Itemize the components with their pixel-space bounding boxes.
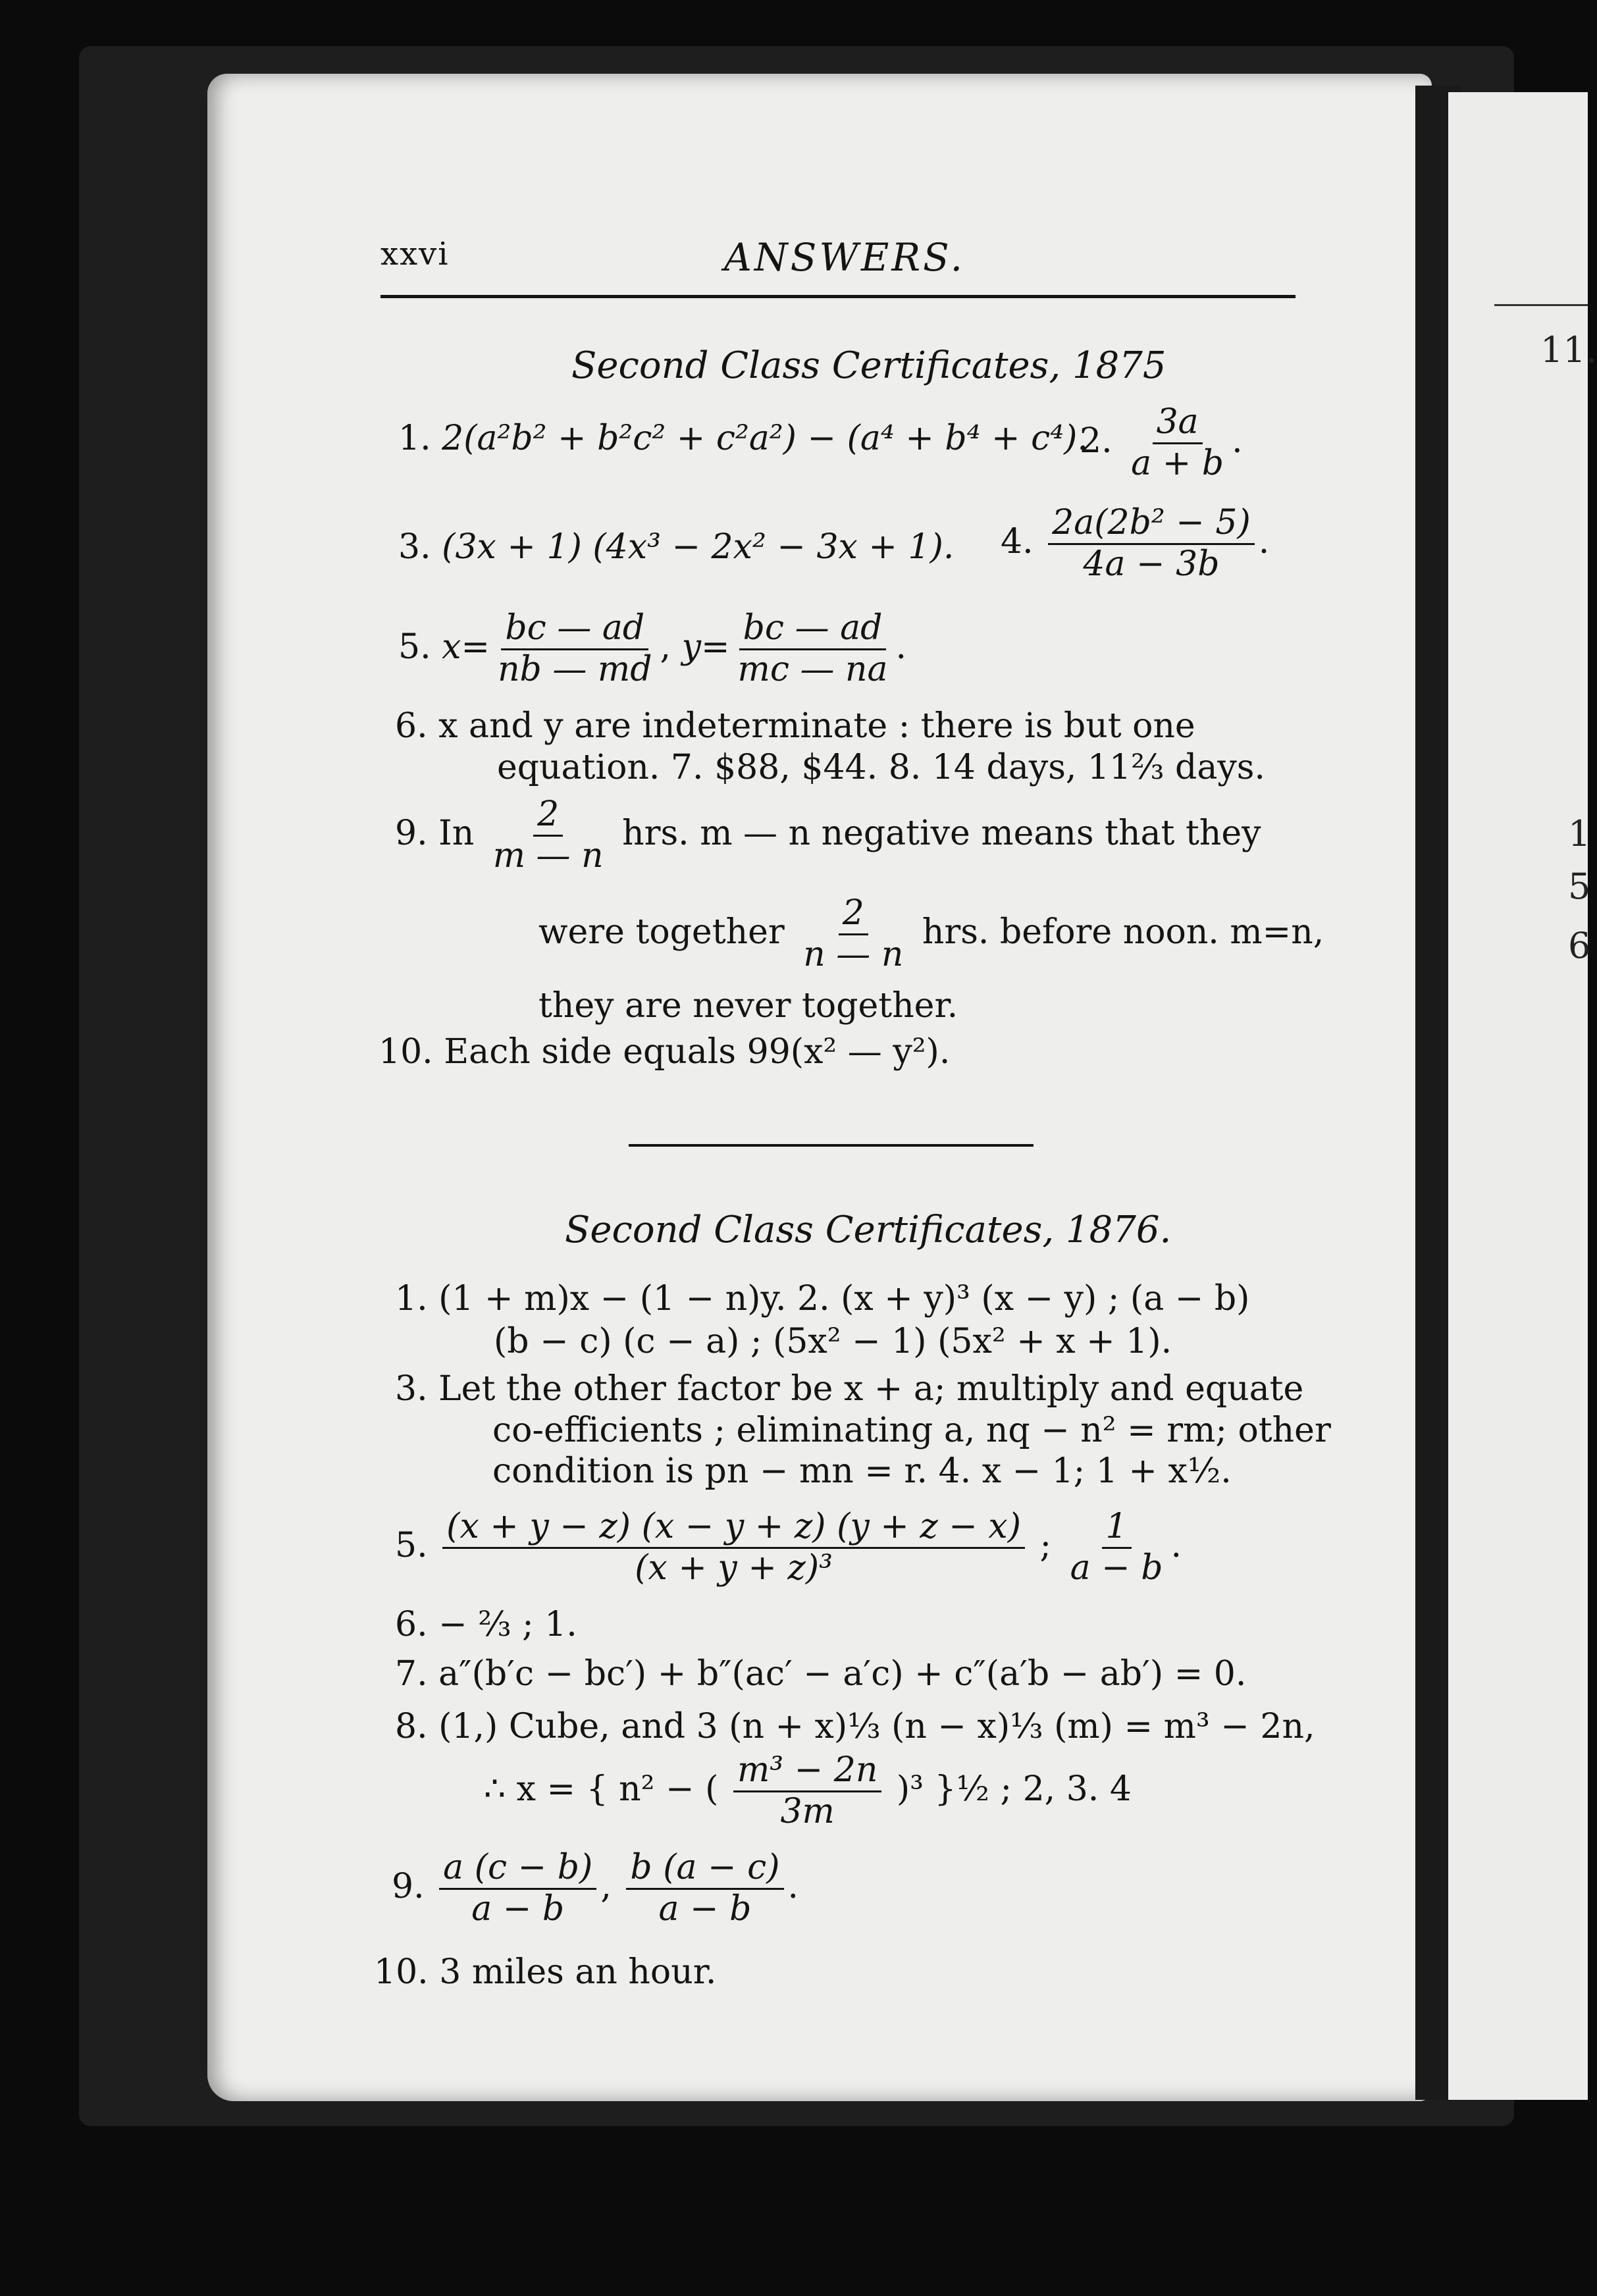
variable-label: y=: [681, 627, 730, 667]
header-rule: [380, 295, 1296, 298]
answer-7: 7. a″(b′c − bc′) + b″(ac′ − a′c) + c″(a′b − ab′) = 0.: [395, 1654, 1247, 1694]
answers-7-8: equation. 7. $88, $44. 8. 14 days, 11⅔ days.: [497, 748, 1265, 787]
answer-number: 1.: [398, 419, 431, 458]
adjacent-page-fragment: 6: [1568, 925, 1591, 966]
fraction-numerator: (x + y − z) (x − y + z) (y + z − x): [442, 1507, 1025, 1549]
answer-1: 1. (1 + m)x − (1 − n)y. 2. (x + y)³ (x − y) ; (a − b): [395, 1279, 1250, 1318]
answer-8-continued: ∴ x = { n² − ( $\frac{\text{m³ − 2n}}{3m}$ )³ }½ ; 2, 3. 4: [484, 1750, 1132, 1831]
fraction-denominator: a − b: [658, 1889, 752, 1929]
answer-6: 6. x and y are indeterminate : there is but one: [395, 706, 1195, 746]
answer-5: 5. $\frac{(x + y - z) (x - y + z) (y + z - x)}{\text{(x + y + z)³}}$ ; $\frac{1}{a - b}$ .: [395, 1507, 1182, 1588]
adjacent-page-fragment: 5: [1568, 866, 1591, 907]
answers-3-4: condition is pn − mn = r. 4. x − 1; 1 + x½.: [492, 1451, 1232, 1491]
answer-2-continued: (b − c) (c − a) ; (5x² − 1) (5x² + x + 1).: [494, 1322, 1172, 1361]
answer-1: [398, 420, 1088, 457]
adjacent-page-fragment: 1: [1568, 813, 1591, 854]
answer-number: 3.: [398, 527, 431, 567]
fraction-denominator: a − b: [1070, 1548, 1163, 1588]
fraction-numerator: bc — ad: [501, 609, 648, 650]
answer-10: 10. 3 miles an hour.: [374, 1952, 717, 1992]
fraction-denominator: nb — md: [498, 649, 652, 689]
answer-9-end: they are never together.: [538, 986, 958, 1026]
adjacent-page-fragment: 11.: [1540, 329, 1597, 371]
answer-number: 2.: [1080, 421, 1113, 461]
answer-9: 9. In $\frac{2}{m — n}$ hrs. m — n negative means that they: [395, 795, 1261, 875]
answer-4: 4. $\frac{\text{2a(2b² − 5)}}{4a - 3b}$ .: [1001, 503, 1270, 584]
fraction-numerator: 2: [839, 894, 868, 935]
answer-expression: (3x + 1) (4x³ − 2x² − 3x + 1).: [442, 527, 955, 567]
answer-expression: 2(a²b² + b²c² + c²a²) − (a⁴ + b⁴ + c⁴).: [442, 419, 1088, 458]
answer-number: 4.: [1001, 521, 1034, 561]
fraction-denominator: a + b: [1131, 443, 1224, 483]
fraction-denominator: m — n: [492, 835, 604, 875]
fraction-denominator: 4a − 3b: [1083, 544, 1220, 584]
answer-5: 5. x= $\frac{bc — ad}{nb — md}$ , y= $\frac{bc — ad}{mc — na}$ .: [398, 608, 907, 689]
fraction-numerator: 2: [533, 795, 563, 837]
answer-8: 8. (1,) Cube, and 3 (n + x)⅓ (n − x)⅓ (m) = m³ − 2n,: [395, 1707, 1315, 1746]
answer-number: 5.: [398, 627, 431, 667]
section-heading: Second Class Certificates, 1876.: [565, 1209, 1172, 1251]
fraction-numerator: 1: [1102, 1507, 1132, 1549]
section-divider: [629, 1144, 1034, 1147]
answer-9-continued: were together $\frac{2}{n — n}$ hrs. before noon. m=n,: [538, 893, 1324, 974]
answer-6: 6. − ⅔ ; 1.: [395, 1605, 577, 1644]
adjacent-page-rule: [1494, 304, 1588, 306]
fraction-numerator: 3a: [1153, 403, 1203, 444]
answer-3-continued: co-efficients ; eliminating a, nq − n² = rm; other: [492, 1411, 1331, 1450]
answer-9: 9. $\frac{a (c - b)}{a - b}$ , $\frac{b (a - c)}{a - b}$ .: [392, 1848, 799, 1929]
section-heading: Second Class Certificates, 1875: [571, 344, 1166, 387]
fraction-numerator: bc — ad: [739, 609, 887, 650]
answer-number: 5.: [395, 1525, 428, 1565]
answer-number: 9.: [392, 1866, 425, 1906]
page-number: xxvi: [380, 236, 450, 273]
fraction-denominator: mc — na: [737, 649, 888, 689]
fraction-denominator: (x + y + z)³: [635, 1548, 833, 1588]
adjacent-page: [1448, 92, 1597, 2100]
fraction-denominator: 3m: [780, 1791, 835, 1831]
answer-number: 9.: [395, 813, 428, 853]
fraction-numerator: a (c − b): [439, 1848, 596, 1890]
fraction-denominator: a − b: [471, 1889, 565, 1929]
fraction-numerator: b (a − c): [626, 1848, 783, 1890]
answer-10: 10. Each side equals 99(x² — y²).: [379, 1032, 951, 1072]
fraction-numerator: m³ − 2n: [733, 1751, 881, 1792]
fraction-denominator: n — n: [803, 934, 904, 974]
answer-3: 3. Let the other factor be x + a; multiply and equate: [395, 1369, 1304, 1409]
page-title: ANSWERS.: [724, 235, 966, 280]
answer-2: 2. $\frac{3a}{a + b}$ .: [1080, 402, 1243, 483]
fraction-numerator: 2a(2b² − 5): [1048, 504, 1255, 545]
answer-3: [398, 529, 954, 566]
variable-label: x=: [442, 627, 490, 667]
